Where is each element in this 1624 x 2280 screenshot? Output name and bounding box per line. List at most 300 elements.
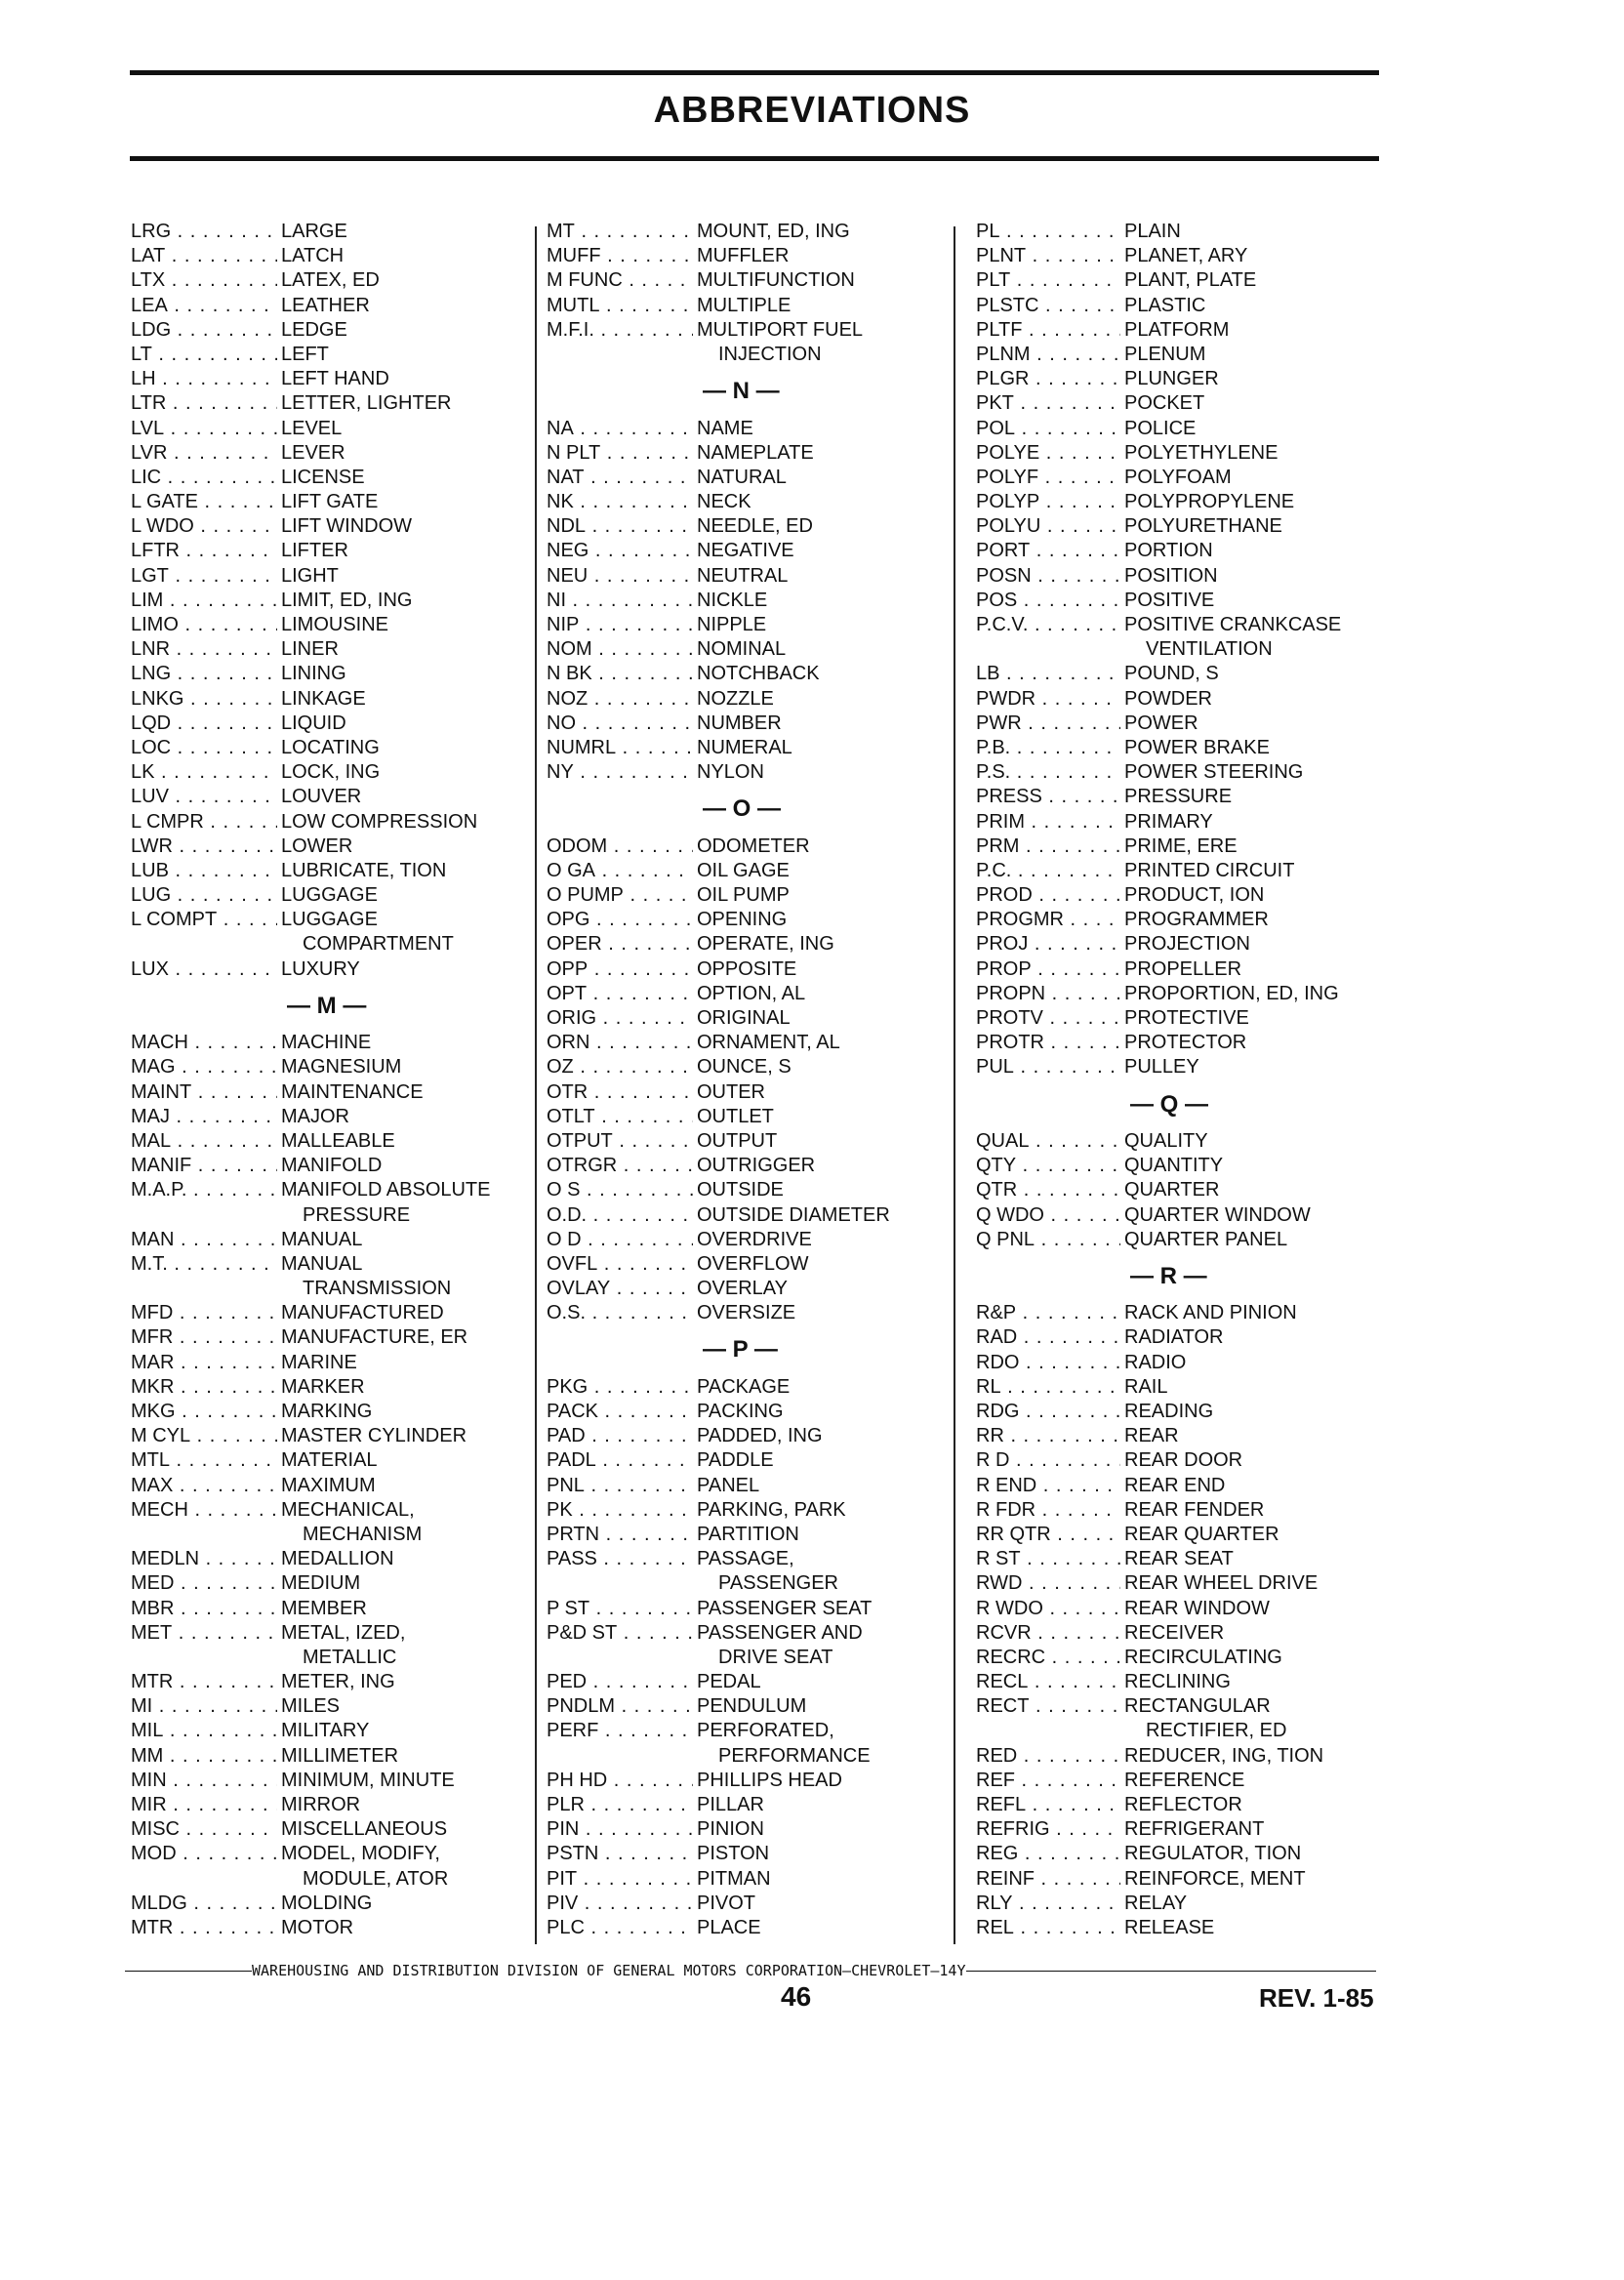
abbreviation-definition: REAR SEAT — [1124, 1548, 1234, 1570]
abbreviation-entry — [547, 1277, 947, 1301]
abbreviation-definition: REAR WHEEL DRIVE — [1124, 1572, 1319, 1595]
abbreviation-term: PLTF . . . — [976, 318, 1120, 343]
abbreviation-term: ORIG . . . — [547, 1006, 693, 1031]
abbreviation-term: MIN . . . — [131, 1769, 277, 1793]
abbreviation-term: LIMO . . . — [131, 613, 277, 637]
abbreviation-definition: REDUCER, ING, TION — [1124, 1744, 1324, 1767]
abbreviation-term: REG . . . — [976, 1842, 1120, 1866]
abbreviation-entry-continuation — [131, 1277, 526, 1301]
abbreviation-entry — [547, 982, 947, 1006]
abbreviation-term: LNR . . . — [131, 637, 277, 662]
abbreviation-term: RDG . . . — [976, 1400, 1120, 1424]
abbreviation-entry — [976, 1203, 1376, 1228]
abbreviation-definition: DRIVE SEAT — [718, 1646, 833, 1668]
abbreviation-definition: OUTSIDE DIAMETER — [697, 1203, 890, 1226]
abbreviation-term: PROTV . . . — [976, 1006, 1120, 1031]
abbreviation-term: OPP . . . — [547, 957, 693, 982]
abbreviation-entry — [131, 736, 526, 760]
abbreviation-entry — [976, 294, 1376, 318]
abbreviation-entry — [976, 736, 1376, 760]
abbreviation-term: P.S. . . . — [976, 760, 1120, 785]
abbreviation-term: PKG . . . — [547, 1375, 693, 1400]
abbreviation-term: PL . . . — [976, 220, 1120, 244]
abbreviation-definition: PASSENGER — [718, 1572, 838, 1595]
abbreviation-entry — [131, 1719, 526, 1743]
abbreviation-definition: RADIATOR — [1124, 1326, 1224, 1349]
abbreviation-term: NOM . . . — [547, 637, 693, 662]
abbreviation-definition: METER, ING — [281, 1671, 395, 1693]
abbreviation-definition: POWDER — [1124, 687, 1212, 710]
abbreviation-entry — [976, 564, 1376, 589]
abbreviation-term: MISC . . . — [131, 1817, 277, 1842]
abbreviation-entry — [547, 1006, 947, 1031]
abbreviation-definition: LIQUID — [281, 712, 346, 734]
abbreviation-definition: PISTON — [697, 1843, 770, 1865]
abbreviation-entry — [131, 785, 526, 809]
abbreviation-term: M.A.P. . . . — [131, 1178, 277, 1202]
abbreviation-entry — [131, 490, 526, 514]
abbreviation-definition: OVERSIZE — [697, 1302, 796, 1324]
abbreviation-definition: LETTER, LIGHTER — [281, 392, 452, 415]
abbreviation-definition: PRIME, ERE — [1124, 835, 1238, 857]
abbreviation-term: PORT . . . — [976, 539, 1120, 563]
section-heading: — R — — [1130, 1262, 1207, 1289]
abbreviation-entry — [976, 1621, 1376, 1646]
abbreviation-definition: OUTLET — [697, 1105, 774, 1127]
abbreviation-entry — [131, 883, 526, 908]
abbreviation-definition: MAINTENANCE — [281, 1080, 424, 1103]
abbreviation-entry — [976, 908, 1376, 932]
abbreviation-entry — [976, 441, 1376, 466]
abbreviation-entry — [976, 1817, 1376, 1842]
abbreviation-term: PLNT . . . — [976, 244, 1120, 268]
abbreviation-definition: NAME — [697, 417, 753, 439]
abbreviation-term: LEA . . . — [131, 294, 277, 318]
abbreviation-definition: PROTECTOR — [1124, 1032, 1247, 1054]
abbreviation-term: LK . . . — [131, 760, 277, 785]
abbreviation-definition: PRIMARY — [1124, 810, 1213, 833]
abbreviation-entry — [547, 760, 947, 785]
abbreviation-entry — [976, 1228, 1376, 1252]
abbreviation-term: L COMPT . . . — [131, 908, 277, 932]
abbreviation-definition: PLANT, PLATE — [1124, 269, 1257, 292]
abbreviation-definition: RECTIFIER, ED — [1146, 1720, 1287, 1742]
abbreviation-definition: TRANSMISSION — [303, 1278, 452, 1300]
abbreviation-definition: MANUAL — [281, 1252, 363, 1275]
abbreviation-entry-continuation — [547, 1646, 947, 1670]
abbreviation-definition: LOWER — [281, 835, 353, 857]
abbreviation-definition: LEFT HAND — [281, 368, 389, 390]
abbreviation-entry — [976, 1769, 1376, 1793]
abbreviation-term: NEU . . . — [547, 564, 693, 589]
abbreviation-definition: NICKLE — [697, 589, 768, 611]
abbreviation-entry — [131, 1892, 526, 1916]
abbreviation-entry — [547, 1842, 947, 1866]
abbreviation-entry — [547, 1547, 947, 1571]
abbreviation-entry — [131, 441, 526, 466]
abbreviation-entry — [547, 1448, 947, 1473]
column-divider-1 — [535, 226, 537, 1944]
abbreviation-entry — [976, 982, 1376, 1006]
abbreviation-entry — [547, 1203, 947, 1228]
abbreviation-definition: PLACE — [697, 1916, 761, 1938]
abbreviation-entry — [131, 1424, 526, 1448]
abbreviation-term: LWR . . . — [131, 835, 277, 859]
abbreviation-definition: PLAIN — [1124, 221, 1181, 242]
abbreviation-term: PH HD . . . — [547, 1769, 693, 1793]
abbreviation-term: NDL . . . — [547, 514, 693, 539]
abbreviation-term: MAJ . . . — [131, 1105, 277, 1129]
abbreviation-term: OVFL . . . — [547, 1252, 693, 1277]
abbreviation-term: PIV . . . — [547, 1892, 693, 1916]
abbreviation-definition: NATURAL — [697, 466, 787, 488]
abbreviation-term: MEDLN . . . — [131, 1547, 277, 1571]
abbreviation-term: Q WDO . . . — [976, 1203, 1120, 1228]
abbreviation-term: PRM . . . — [976, 835, 1120, 859]
abbreviation-definition: PLUNGER — [1124, 368, 1219, 390]
abbreviation-definition: PHILLIPS HEAD — [697, 1769, 842, 1791]
abbreviation-term: RLY . . . — [976, 1892, 1120, 1916]
abbreviation-definition: METAL, IZED, — [281, 1621, 406, 1644]
abbreviation-term: P ST . . . — [547, 1597, 693, 1621]
abbreviation-term: QTR . . . — [976, 1178, 1120, 1202]
abbreviation-definition: MACHINE — [281, 1032, 372, 1054]
abbreviation-entry — [131, 343, 526, 367]
abbreviation-definition: LINKAGE — [281, 687, 366, 710]
abbreviation-term: PLR . . . — [547, 1793, 693, 1817]
abbreviation-definition: OUTPUT — [697, 1129, 778, 1152]
abbreviation-definition: LARGE — [281, 221, 347, 242]
abbreviation-definition: LIFT GATE — [281, 491, 379, 513]
abbreviation-entry — [131, 637, 526, 662]
abbreviation-term: OZ . . . — [547, 1055, 693, 1079]
abbreviation-entry — [131, 908, 526, 932]
abbreviation-definition: PLENUM — [1124, 343, 1206, 365]
abbreviation-entry — [131, 1351, 526, 1375]
abbreviation-definition: MILLIMETER — [281, 1744, 399, 1767]
abbreviation-definition: PLASTIC — [1124, 294, 1206, 316]
abbreviation-definition: MULTIPLE — [697, 294, 792, 316]
abbreviation-entry — [976, 712, 1376, 736]
abbreviation-term: RAD . . . — [976, 1325, 1120, 1350]
abbreviation-definition: LOCK, ING — [281, 761, 381, 784]
abbreviation-term: NEG . . . — [547, 539, 693, 563]
footer-rule-left — [125, 1971, 252, 1972]
abbreviation-definition: RADIO — [1124, 1351, 1187, 1373]
abbreviation-term: POL . . . — [976, 417, 1120, 441]
abbreviation-definition: NECK — [697, 491, 751, 513]
abbreviation-entry-continuation — [131, 1646, 526, 1670]
abbreviation-entry — [976, 1474, 1376, 1498]
abbreviation-definition: MANUFACTURED — [281, 1302, 444, 1324]
abbreviation-entry — [547, 490, 947, 514]
abbreviation-entry — [131, 1228, 526, 1252]
abbreviation-definition: MARKING — [281, 1401, 373, 1423]
abbreviation-term: Q PNL . . . — [976, 1228, 1120, 1252]
abbreviation-definition: LEATHER — [281, 294, 370, 316]
abbreviation-definition: MODULE, ATOR — [303, 1867, 449, 1890]
abbreviation-term: ORN . . . — [547, 1031, 693, 1055]
abbreviation-definition: POLICE — [1124, 417, 1197, 439]
abbreviation-definition: PENDULUM — [697, 1695, 807, 1718]
abbreviation-definition: OIL PUMP — [697, 884, 790, 907]
abbreviation-definition: LATEX, ED — [281, 269, 380, 292]
abbreviation-entry-continuation — [547, 1571, 947, 1596]
abbreviation-term: LGT . . . — [131, 564, 277, 589]
abbreviation-definition: MECHANISM — [303, 1523, 423, 1545]
abbreviation-entry — [131, 589, 526, 613]
abbreviation-entry — [131, 1916, 526, 1940]
abbreviation-definition: LUBRICATE, TION — [281, 859, 447, 881]
abbreviation-term: MUFF . . . — [547, 244, 693, 268]
abbreviation-entry — [131, 1842, 526, 1866]
footer-rule-right — [966, 1971, 1377, 1972]
abbreviation-term: R D . . . — [976, 1448, 1120, 1473]
abbreviation-term: PUL . . . — [976, 1055, 1120, 1079]
abbreviation-definition: NIPPLE — [697, 614, 767, 636]
abbreviation-definition: LUXURY — [281, 957, 360, 980]
abbreviation-definition: REINFORCE, MENT — [1124, 1867, 1306, 1890]
abbreviation-term: OPG . . . — [547, 908, 693, 932]
abbreviation-term: OTPUT . . . — [547, 1129, 693, 1154]
section-heading: — O — — [703, 795, 782, 823]
abbreviation-entry — [976, 687, 1376, 712]
abbreviation-term: MKR . . . — [131, 1375, 277, 1400]
abbreviation-term: LVR . . . — [131, 441, 277, 466]
abbreviation-definition: POSITIVE CRANKCASE — [1124, 614, 1342, 635]
abbreviation-definition: PASSENGER AND — [697, 1621, 863, 1644]
abbreviation-definition: OVERLAY — [697, 1278, 788, 1300]
abbreviation-entry — [547, 1817, 947, 1842]
abbreviation-entry — [976, 1325, 1376, 1350]
abbreviation-term: R END . . . — [976, 1474, 1120, 1498]
abbreviation-entry — [547, 220, 947, 244]
abbreviation-definition: LOW COMPRESSION — [281, 810, 478, 833]
abbreviation-entry — [131, 712, 526, 736]
abbreviation-entry — [976, 490, 1376, 514]
abbreviation-term: MM . . . — [131, 1744, 277, 1769]
abbreviation-entry — [976, 1571, 1376, 1596]
abbreviation-entry — [547, 1055, 947, 1079]
abbreviation-term: PWDR . . . — [976, 687, 1120, 712]
abbreviation-term: PROTR . . . — [976, 1031, 1120, 1055]
abbreviation-term: LTX . . . — [131, 268, 277, 293]
abbreviation-entry — [976, 1523, 1376, 1547]
abbreviation-definition: REAR WINDOW — [1124, 1597, 1270, 1619]
abbreviation-term: PROGMR . . . — [976, 908, 1120, 932]
abbreviation-term: LAT . . . — [131, 244, 277, 268]
abbreviation-entry — [547, 1080, 947, 1105]
abbreviation-entry — [131, 1325, 526, 1350]
abbreviation-term: LOC . . . — [131, 736, 277, 760]
abbreviation-term: OTRGR . . . — [547, 1154, 693, 1178]
abbreviation-entry — [131, 1817, 526, 1842]
abbreviation-definition: MEDIUM — [281, 1572, 361, 1595]
abbreviation-term: REFRIG . . . — [976, 1817, 1120, 1842]
abbreviation-entry — [131, 1793, 526, 1817]
abbreviation-entry — [131, 1694, 526, 1719]
abbreviation-definition: QUARTER — [1124, 1179, 1220, 1201]
abbreviation-definition: RELEASE — [1124, 1916, 1215, 1938]
abbreviation-entry — [976, 760, 1376, 785]
abbreviation-definition: PILLAR — [697, 1794, 764, 1816]
abbreviation-definition: POUND, S — [1124, 663, 1219, 685]
abbreviation-term: L WDO . . . — [131, 514, 277, 539]
abbreviation-definition: REGULATOR, TION — [1124, 1843, 1302, 1865]
abbreviation-term: REFL . . . — [976, 1793, 1120, 1817]
abbreviation-term: PNL . . . — [547, 1474, 693, 1498]
abbreviation-entry — [131, 1301, 526, 1325]
abbreviation-term: R&P . . . — [976, 1301, 1120, 1325]
abbreviation-definition: MAJOR — [281, 1105, 349, 1127]
abbreviation-term: MAX . . . — [131, 1474, 277, 1498]
abbreviation-entry-continuation — [131, 932, 526, 957]
abbreviation-definition: LEVER — [281, 441, 345, 464]
abbreviation-entry — [976, 318, 1376, 343]
column-divider-2 — [954, 226, 955, 1944]
abbreviation-term: MI . . . — [131, 1694, 277, 1719]
abbreviation-definition: ORNAMENT, AL — [697, 1032, 840, 1054]
abbreviation-term: O GA . . . — [547, 859, 693, 883]
abbreviation-term: P&D ST . . . — [547, 1621, 693, 1646]
abbreviation-definition: PERFORATED, — [697, 1720, 834, 1742]
abbreviation-entry — [547, 1474, 947, 1498]
abbreviation-entry — [131, 1769, 526, 1793]
abbreviation-entry — [976, 957, 1376, 982]
abbreviation-term: RECL . . . — [976, 1670, 1120, 1694]
abbreviation-definition: PROGRAMMER — [1124, 909, 1269, 931]
abbreviation-definition: LEDGE — [281, 318, 347, 341]
abbreviation-term: LUG . . . — [131, 883, 277, 908]
abbreviation-entry — [131, 244, 526, 268]
abbreviation-term: QUAL . . . — [976, 1129, 1120, 1154]
page-title: ABBREVIATIONS — [653, 90, 971, 131]
abbreviation-entry — [976, 1842, 1376, 1866]
abbreviation-entry-continuation — [547, 1744, 947, 1769]
abbreviation-definition: REAR — [1124, 1425, 1179, 1447]
abbreviation-term: OPT . . . — [547, 982, 693, 1006]
abbreviation-term: LTR . . . — [131, 391, 277, 416]
abbreviation-definition: OPPOSITE — [697, 957, 797, 980]
abbreviation-definition: NYLON — [697, 761, 764, 784]
abbreviation-term: OTLT . . . — [547, 1105, 693, 1129]
revision-label: REV. 1-85 — [1259, 1983, 1374, 2013]
abbreviation-entry — [547, 564, 947, 589]
abbreviation-term: M FUNC . . . — [547, 268, 693, 293]
abbreviation-term: POLYP . . . — [976, 490, 1120, 514]
abbreviation-term: RED . . . — [976, 1744, 1120, 1769]
abbreviation-term: RR QTR . . . — [976, 1523, 1120, 1547]
abbreviation-term: MECH . . . — [131, 1498, 277, 1523]
section-heading: — P — — [703, 1336, 778, 1364]
abbreviation-entry — [976, 417, 1376, 441]
abbreviation-term: PLNM . . . — [976, 343, 1120, 367]
abbreviation-entry — [131, 1448, 526, 1473]
abbreviation-term: MAINT . . . — [131, 1080, 277, 1105]
abbreviation-entry — [547, 589, 947, 613]
abbreviation-entry — [131, 1375, 526, 1400]
abbreviation-term: P.B. . . . — [976, 736, 1120, 760]
abbreviation-entry — [976, 613, 1376, 637]
abbreviation-term: LT . . . — [131, 343, 277, 367]
abbreviation-entry — [976, 1154, 1376, 1178]
abbreviation-definition: NOMINAL — [697, 638, 787, 661]
abbreviation-definition: POSITION — [1124, 564, 1218, 587]
abbreviation-entry — [976, 810, 1376, 835]
abbreviation-definition: REFRIGERANT — [1124, 1818, 1265, 1841]
abbreviation-definition: ODOMETER — [697, 835, 810, 857]
abbreviation-definition: OVERDRIVE — [697, 1228, 812, 1250]
abbreviation-entry — [547, 1498, 947, 1523]
abbreviation-entry — [547, 1154, 947, 1178]
abbreviation-definition: LIGHT — [281, 564, 339, 587]
abbreviation-definition: MUFFLER — [697, 245, 790, 267]
abbreviation-entry — [547, 835, 947, 859]
abbreviation-term: MET . . . — [131, 1621, 277, 1646]
abbreviation-term: O PUMP . . . — [547, 883, 693, 908]
abbreviation-entry — [131, 1055, 526, 1079]
abbreviation-term: N BK . . . — [547, 662, 693, 686]
abbreviation-definition: LIFTER — [281, 540, 348, 562]
abbreviation-definition: LUGGAGE — [281, 909, 378, 931]
abbreviation-term: PNDLM . . . — [547, 1694, 693, 1719]
abbreviation-definition: RACK AND PINION — [1124, 1302, 1297, 1324]
abbreviation-term: LIC . . . — [131, 466, 277, 490]
abbreviation-definition: POLYFOAM — [1124, 466, 1232, 488]
abbreviation-term: O.D. . . . — [547, 1203, 693, 1228]
abbreviation-entry — [976, 391, 1376, 416]
abbreviation-term: LFTR . . . — [131, 539, 277, 563]
abbreviation-entry — [131, 687, 526, 712]
abbreviation-term: REF . . . — [976, 1769, 1120, 1793]
abbreviation-term: NUMRL . . . — [547, 736, 693, 760]
abbreviation-definition: MANIFOLD — [281, 1155, 383, 1177]
abbreviation-term: MANIF . . . — [131, 1154, 277, 1178]
abbreviation-definition: POLYURETHANE — [1124, 515, 1282, 538]
abbreviation-term: MTR . . . — [131, 1670, 277, 1694]
abbreviation-definition: OVERFLOW — [697, 1252, 809, 1275]
abbreviation-entry-continuation — [131, 1523, 526, 1547]
abbreviation-entry — [131, 514, 526, 539]
abbreviation-entry-continuation — [131, 1203, 526, 1228]
abbreviation-definition: MEDALLION — [281, 1548, 394, 1570]
abbreviation-term: O S . . . — [547, 1178, 693, 1202]
abbreviation-entry — [131, 318, 526, 343]
abbreviation-entry — [547, 318, 947, 343]
abbreviation-entry — [976, 785, 1376, 809]
abbreviation-entry — [547, 932, 947, 957]
abbreviation-term: LQD . . . — [131, 712, 277, 736]
abbreviation-definition: PRESSURE — [1124, 786, 1233, 808]
abbreviation-entry — [547, 294, 947, 318]
abbreviation-definition: RECTANGULAR — [1124, 1695, 1271, 1718]
abbreviation-definition: READING — [1124, 1401, 1214, 1423]
abbreviation-entry-continuation — [547, 343, 947, 367]
abbreviation-term: MUTL . . . — [547, 294, 693, 318]
abbreviation-definition: OUTER — [697, 1080, 765, 1103]
abbreviation-entry — [547, 1178, 947, 1202]
abbreviation-definition: PADDED, ING — [697, 1425, 823, 1447]
abbreviation-definition: MILITARY — [281, 1720, 370, 1742]
abbreviation-term: LUB . . . — [131, 859, 277, 883]
abbreviation-entry — [976, 1867, 1376, 1892]
abbreviation-entry — [976, 1006, 1376, 1031]
abbreviation-entry — [976, 244, 1376, 268]
abbreviation-definition: QUARTER PANEL — [1124, 1228, 1288, 1250]
abbreviation-definition: MARINE — [281, 1351, 357, 1373]
abbreviation-term: LIM . . . — [131, 589, 277, 613]
abbreviation-term: PLT . . . — [976, 268, 1120, 293]
